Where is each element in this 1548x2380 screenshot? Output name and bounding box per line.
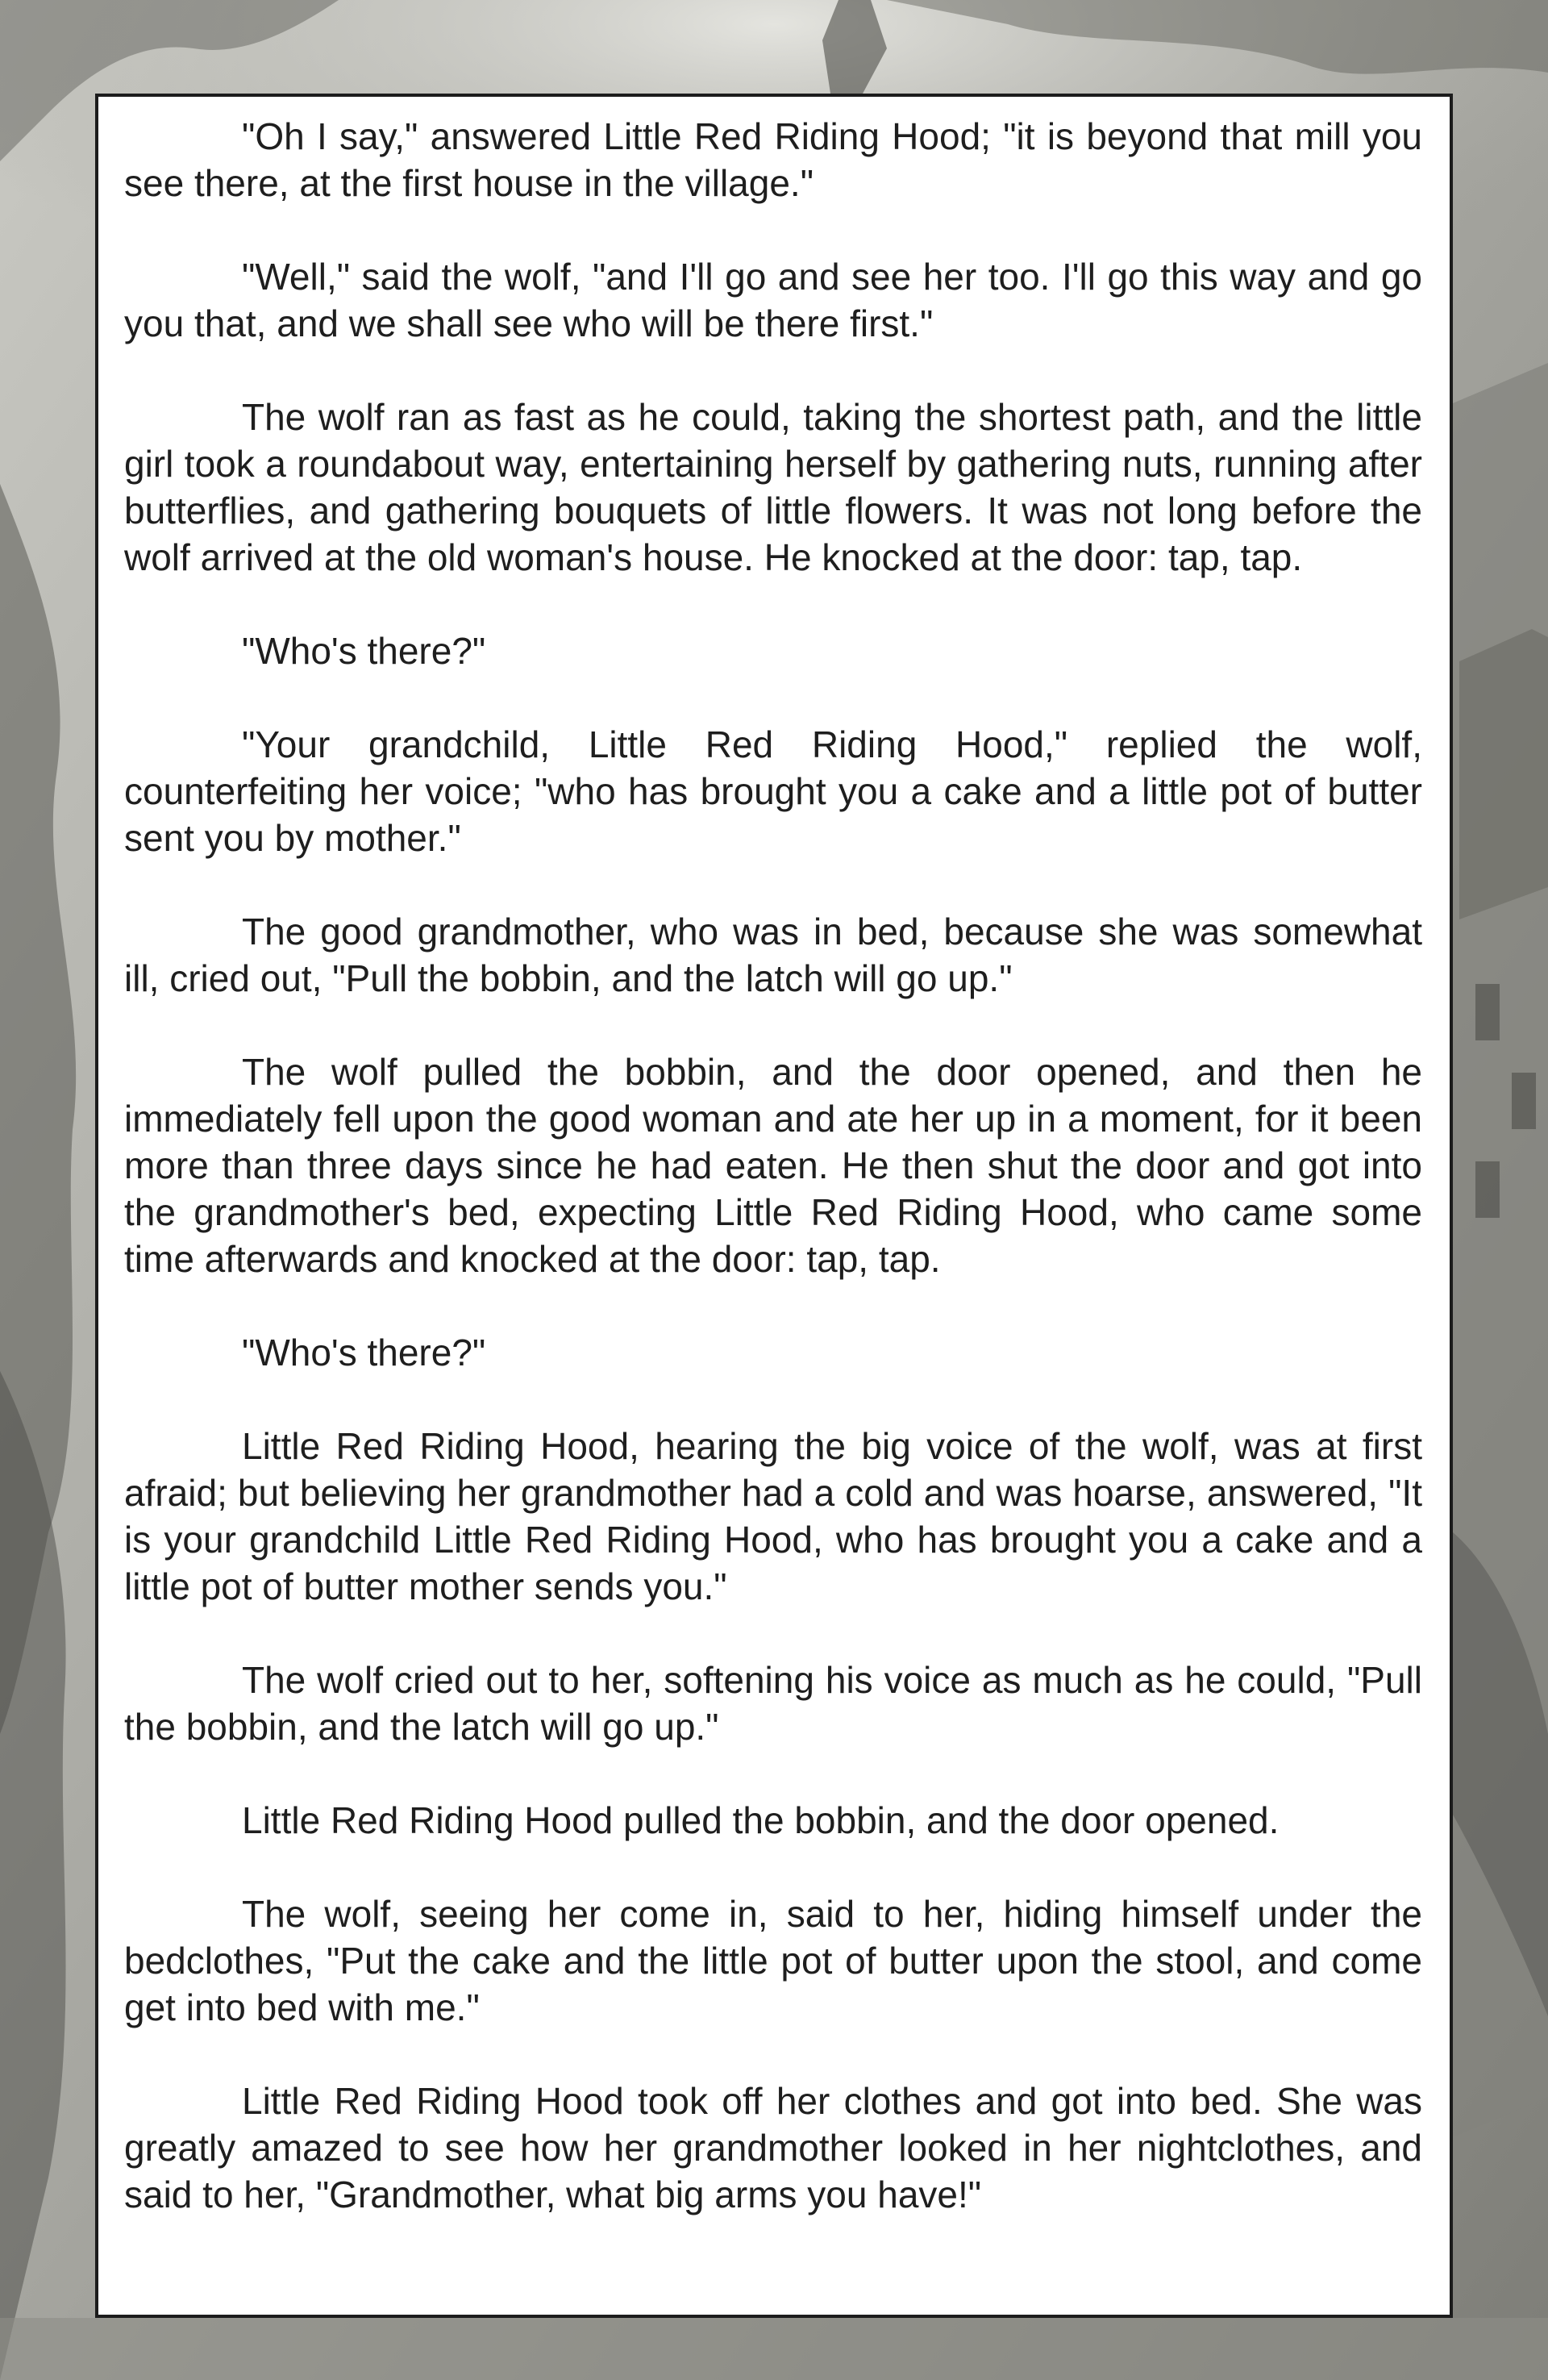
text-panel (95, 94, 1453, 2318)
paragraph: "Your grandchild, Little Red Riding Hood," replied the wolf, counterfeiting her voice; "who has brought you a cake and a little pot of butter sent you by mother." (124, 723, 1422, 859)
paragraph: Little Red Riding Hood pulled the bobbin, and the door opened. (242, 1799, 1280, 1841)
paragraph: "Who's there?" (242, 1332, 486, 1373)
paragraph: Little Red Riding Hood, hearing the big voice of the wolf, was at first afraid; but believing her grandmother had a cold and was hoarse, answered, "It is your grandchild Little Red Riding Hood, who has brought you a cake and a little pot of butter mother sends you." (124, 1425, 1422, 1607)
paragraph: The good grandmother, who was in bed, because she was somewhat ill, cried out, "Pull the bobbin, and the latch will go up." (124, 911, 1422, 999)
paragraph: Little Red Riding Hood took off her clothes and got into bed. She was greatly amazed to see how her grandmother looked in her nightclothes, and said to her, "Grandmother, what big arms you have!" (124, 2080, 1422, 2215)
paragraph: "Who's there?" (242, 630, 486, 672)
paragraph: The wolf, seeing her come in, said to her, hiding himself under the bedclothes, "Put the cake and the little pot of butter upon the stool, and come get into bed with me." (124, 1893, 1422, 2028)
paragraph: "Well," said the wolf, "and I'll go and see her too. I'll go this way and go you that, and we shall see who will be there first." (124, 256, 1422, 344)
paragraph: "Oh I say," answered Little Red Riding Hood; "it is beyond that mill you see there, at the first house in the village." (124, 115, 1422, 204)
paragraph: The wolf pulled the bobbin, and the door opened, and then he immediately fell upon the good woman and ate her up in a moment, for it been more than three days since he had eaten. He then shut the door and got into the grandmother's bed, expecting Little Red Riding Hood, who came some time afterwards and knocked at the door: tap, tap. (124, 1051, 1422, 1280)
paragraph: The wolf ran as fast as he could, taking the shortest path, and the little girl took a roundabout way, entertaining herself by gathering nuts, running after butterflies, and gathering bouquets of little flowers. It was not long before the wolf arrived at the old woman's house. He knocked at the door: tap, tap. (124, 396, 1422, 578)
paragraph: The wolf cried out to her, softening his voice as much as he could, "Pull the bobbin, and the latch will go up." (124, 1659, 1422, 1748)
